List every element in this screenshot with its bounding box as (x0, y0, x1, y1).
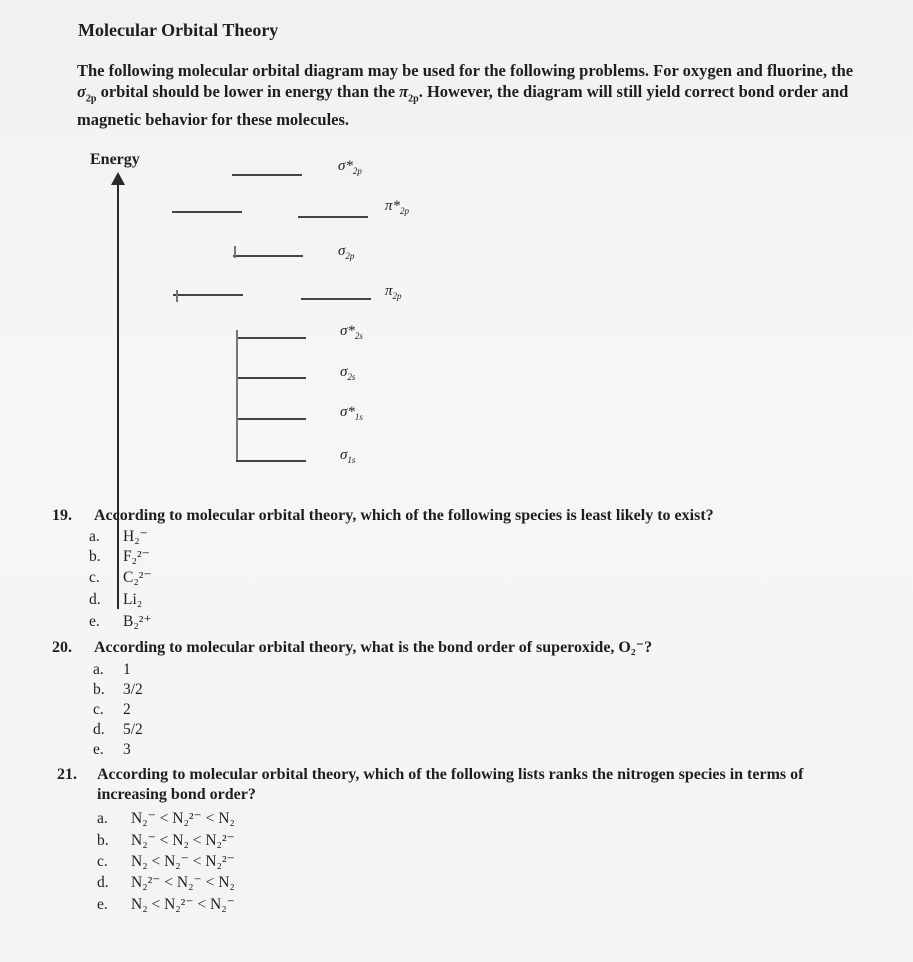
level-sigma-star-2s (236, 337, 306, 339)
question-text: According to molecular orbital theory, what is the bond order of superoxide, O₂⁻? (94, 639, 653, 656)
question-text: According to molecular orbital theory, which of the following lists ranks the nitrogen species in terms of increasing bond order? (97, 766, 804, 803)
diagram-tick (234, 246, 236, 258)
question-number: 19. (52, 507, 72, 524)
intro-text-3: . However, the diagram will still yield correct bond order and magnetic behavior for these molecules. (77, 82, 849, 130)
level-sigma-2s (236, 377, 306, 379)
question-number: 21. (57, 766, 77, 783)
level-sigma-star-2p (232, 174, 302, 176)
question-number: 20. (52, 639, 72, 656)
orbital-label: $\sigma_{2s}$ (340, 364, 356, 382)
level-pi-2p-right (301, 298, 371, 300)
intro-sigma-symbol: $\sigma_{2p}$ (77, 82, 97, 105)
orbital-label: $\sigma*_{2s}$ (340, 323, 363, 341)
level-pi-2p-left (173, 294, 243, 296)
intro-paragraph (77, 60, 867, 130)
orbital-label: $\sigma*_{2p}$ (338, 158, 362, 176)
energy-axis-label: Energy (90, 151, 140, 168)
level-pi-star-2p-left (172, 211, 242, 213)
energy-axis (117, 184, 119, 609)
level-pi-star-2p-right (298, 216, 368, 218)
intro-pi-symbol: $\pi_{2p}$ (399, 82, 419, 105)
intro-text-2: orbital should be lower in energy than the (96, 82, 400, 101)
page-title: Molecular Orbital Theory (78, 20, 279, 40)
orbital-label: $\sigma_{2p}$ (338, 243, 355, 261)
diagram-tick (176, 290, 178, 302)
orbital-label: $\sigma_{1s}$ (340, 447, 356, 465)
document-page: Molecular Orbital Theory The following molecular orbital diagram may be used for the following problems. For oxygen and fluorine, the $\sigma_{2p}$ orbital should be lower in energy than the $\pi_{2p}$. However, the diagram will still yield correct bond order and magnetic behavior for these molecules. Energy $\sigma*_{2p}$ $\pi*_{2p}$ $\sigma_{2p}$ $\pi_{2p}$ $\sigma*_{2s}$ $\sigma_{2s}$ $\sigma*_{1s}$ $\sigma_{1s}$ 19. According to molecular orbital theory, which of the following species is least likely to exist? a. H₂⁻ b. F₂²⁻ c. C₂²⁻ d. Li₂ e. B₂²⁺ 20. According to molecular orbital theory, what is the bond order of superoxide, O₂⁻? a. 1 b. 3/2 c. 2 d. 5/2 e. 3 21. According to molecular orbital theory, which of the following lists ranks the nitrogen species in terms of increasing bond order? a. N₂⁻ < N₂²⁻ < N₂ b. N₂⁻ < N₂ < N₂²⁻ c. N₂ < N₂⁻ < N₂²⁻ d. N₂²⁻ < N₂⁻ < N₂ e. N₂ < N₂²⁻ < N₂⁻ (0, 0, 913, 962)
question-text: According to molecular orbital theory, which of the following species is least likely to exist? (94, 507, 714, 524)
level-sigma-2p (233, 255, 303, 257)
level-sigma-star-1s (236, 418, 306, 420)
orbital-label: $\sigma*_{1s}$ (340, 404, 363, 422)
diagram-tick (236, 330, 238, 460)
intro-text-1: The following molecular orbital diagram may be used for the following problems. For oxygen and fluorine, the (77, 61, 854, 80)
orbital-label: $\pi_{2p}$ (385, 283, 402, 301)
orbital-label: $\pi*_{2p}$ (385, 198, 410, 216)
level-sigma-1s (236, 460, 306, 462)
